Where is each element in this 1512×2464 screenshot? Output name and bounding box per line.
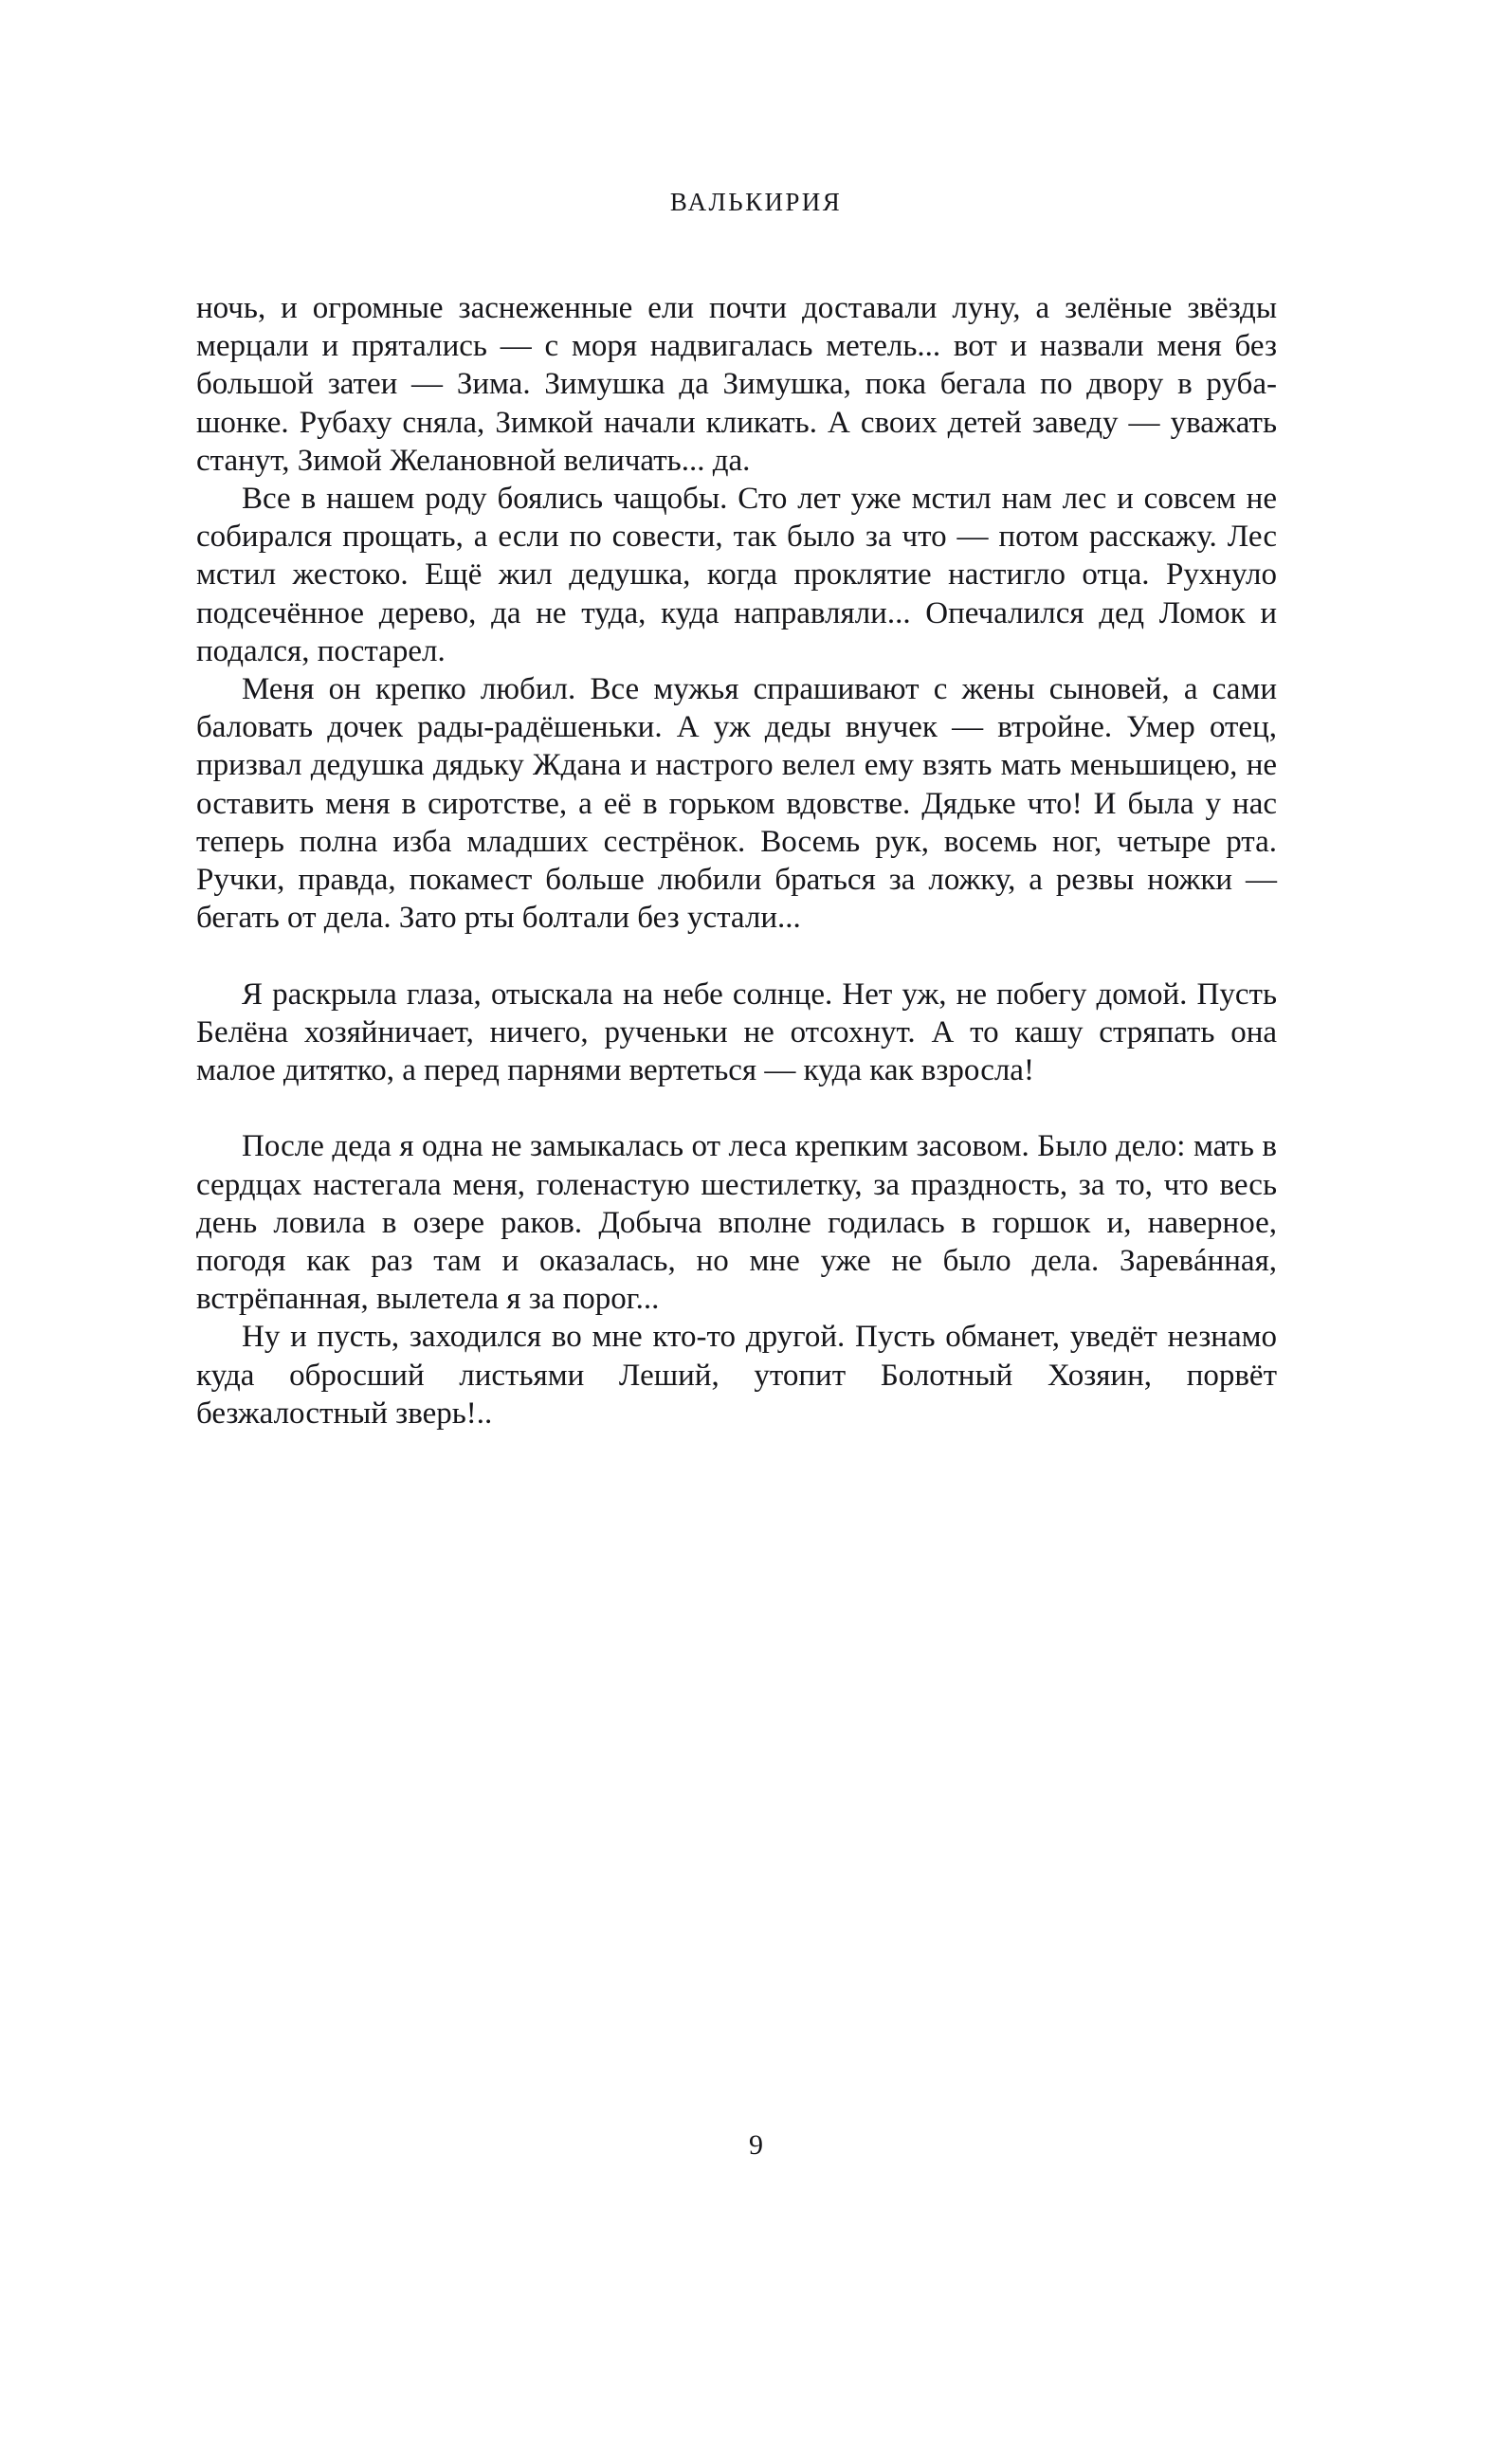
paragraph: Все в нашем роду боялись чащобы. Сто лет уже мстил нам лес и совсем не собирался прощать, а если по совести, так было за что — потом расскажу. Лес мстил жестоко. Ещё жил дедушка, когда проклятие настигло отца. Рухнуло подсечённое дерево, да не туда, куда направляли... Опечалился дед Ломок и подался, постарел. [196,482,1277,668]
running-head: ВАЛЬКИРИЯ [669,188,843,216]
page-number: 9 [749,2129,763,2161]
paragraph: Ну и пусть, заходился во мне кто-то другой. Пусть обманет, уведёт незнамо куда обросший листьями Леший, утопит Болотный Хозяин, порвёт безжалостный зверь!.. [196,1320,1277,1431]
paragraph: Меня он крепко любил. Все мужья спрашивают с жены сыновей, а сами баловать дочек рады-радёшеньки. А уж деды внучек — втройне. Умер отец, призвал дедушка дядьку Ждана и настрого велел ему взять мать меньшицею, не оставить меня в сиротстве, а её в горьком вдовстве. Дядьке что! И была у нас теперь полна изба младших сестрёнок. Восемь рук, восемь ног, четыре рта. Ручки, правда, покамест больше любили браться за ложку, а резвы ножки — бегать от дела. Зато рты болтали без устали... [196,672,1277,936]
paragraph: Я раскрыла глаза, отыскала на небе солнце. Нет уж, не побегу домой. Пусть Белёна хозяйничает, ничего, рученьки не отсохнут. А то кашу стряпать она малое дитятко, а перед парнями вертеться — куда как взросла! [196,976,1277,1088]
body-text [196,289,1277,1433]
paragraph: После деда я одна не замыкалась от леса крепким засовом. Было дело: мать в сердцах настегала меня, голенастую шестилетку, за праздность, за то, что весь день ловила в озере раков. Добыча вполне годилась в горшок и, наверное, погодя как раз там и оказалась, но мне уже не было дела. Заревáнная, встрёпанная, вылетела я за порог... [196,1129,1277,1317]
paragraph-continuation: ночь, и огромные заснеженные ели почти доставали луну, а зелёные звёзды мерцали и прятались — с моря надвигалась метель... вот и назвали меня без большой затеи — Зима. Зимушка да Зимушка, пока бегала по двору в рубашонке. Рубаху сняла, Зимкой начали кликать. А своих детей заведу — уважать станут, Зимой Желановной величать... да. [196,291,1277,478]
